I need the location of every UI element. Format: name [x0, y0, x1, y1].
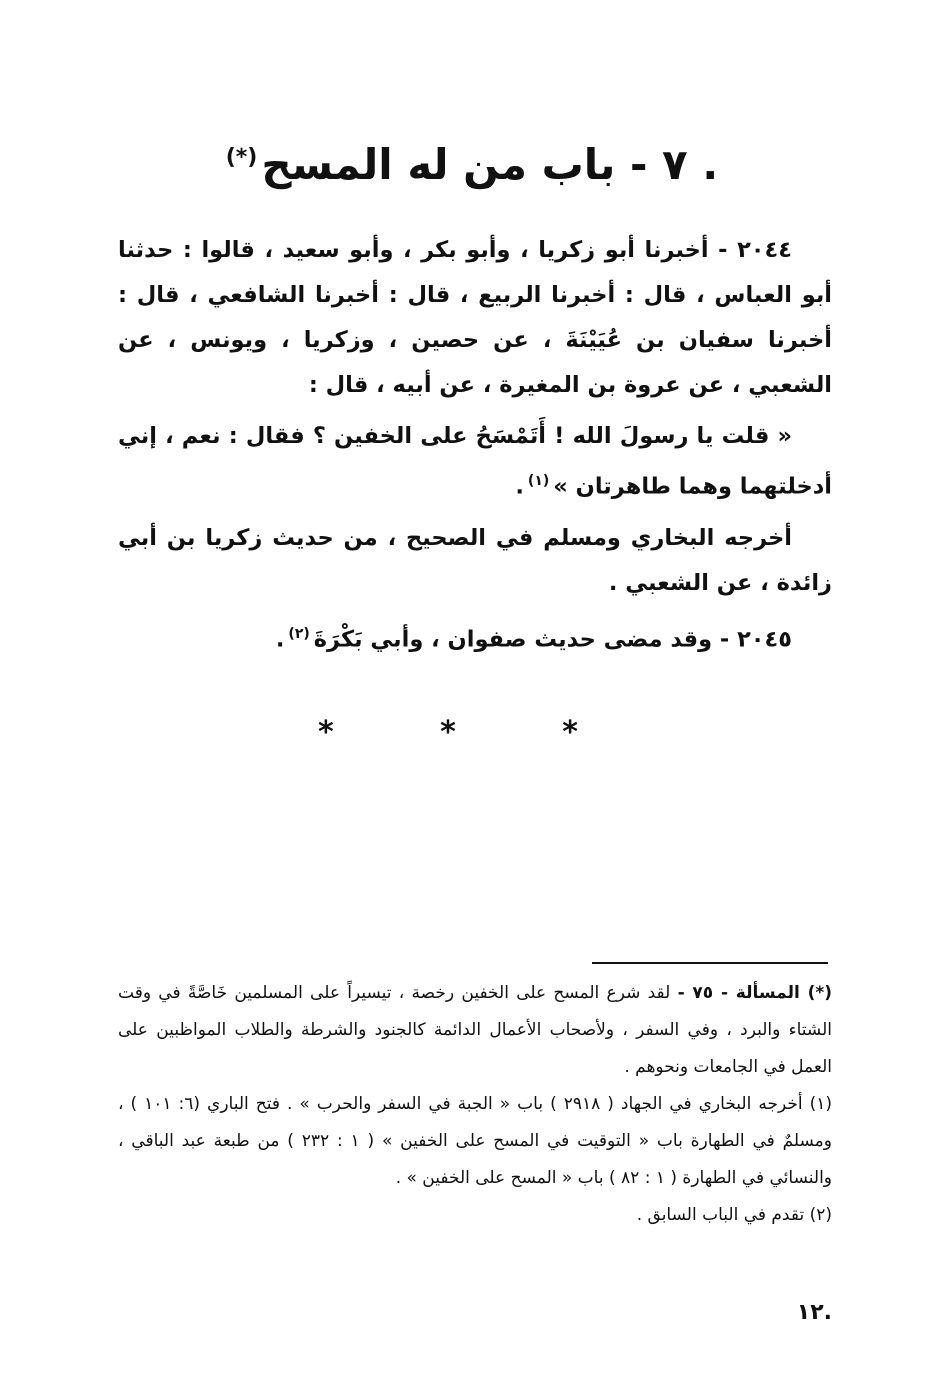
main-text: [118, 228, 832, 668]
footnote-1: (١) أخرجه البخاري في الجهاد ( ٢٩١٨ ) باب « الجبة في السفر والحرب » . فتح الباري (٦: ١٠١ ) ، ومسلمٌ في الطهارة باب « التوقيت في المسح على الخفين » ( ١ : ٢٣٢ ) من طبعة عبد الباقي ، والنسائي في الطهارة ( ١ : ٨٢ ) باب « المسح على الخفين » .: [118, 1094, 832, 1188]
footnote-star: [118, 975, 832, 1086]
footnotes: [118, 975, 832, 1234]
hadith-quote-text: « قلت يا رسولَ الله ! أَتَمْسَحُ على الخفين ؟ فقال : نعم ، إني أدخلتهما وهما طاهرتان »: [118, 423, 832, 500]
quote-end-mark: .: [515, 473, 524, 500]
chapter-title: [0, 128, 944, 195]
footnote-star-label: (*) المسألة - ٧٥ -: [677, 983, 833, 1003]
takhrij-paragraph: أخرجه البخاري ومسلم في الصحيح ، من حديث زكريا بن أبي زائدة ، عن الشعبي .: [118, 524, 832, 596]
section-separator: * * *: [318, 715, 626, 750]
footnote-ref-1: (١): [527, 473, 550, 489]
chapter-note-marker: (*): [225, 145, 258, 170]
footnote-2: (٢) تقدم في الباب السابق .: [636, 1205, 832, 1225]
hadith-245-paragraph: [118, 612, 832, 663]
chapter-title-text: . ٧ - باب من له المسح: [261, 140, 719, 189]
page-number: .١٢: [796, 1300, 832, 1325]
footnote-star-text: لقد شرع المسح على الخفين رخصة ، تيسيراً على المسلمين خَاصَّةً في وقت الشتاء والبرد ، وفي السفر ، ولأصحاب الأعمال الدائمة كالجنود والشرطة والطلاب المواظبين على العمل في الجامعات ونحوهم .: [118, 983, 832, 1077]
hadith-quote-paragraph: [118, 414, 832, 510]
hadith-245-text: ٢٠٤٥ - وقد مضى حديث صفوان ، وأبي بَكْرَةَ: [313, 626, 792, 652]
hadith-244-paragraph: ٢٠٤٤ - أخبرنا أبو زكريا ، وأبو بكر ، وأبو سعيد ، قالوا : حدثنا أبو العباس ، قال : أخبرنا الربيع ، قال : أخبرنا الشافعي ، قال : أخبرنا سفيان بن عُيَيْنَةَ ، عن حصين ، وزكريا ، ويونس ، عن الشعبي ، عن عروة بن المغيرة ، عن أبيه ، قال :: [118, 237, 832, 398]
footnote-divider: [592, 962, 828, 964]
hadith-245-end-mark: .: [275, 626, 285, 652]
footnote-ref-2: (٢): [288, 625, 310, 642]
